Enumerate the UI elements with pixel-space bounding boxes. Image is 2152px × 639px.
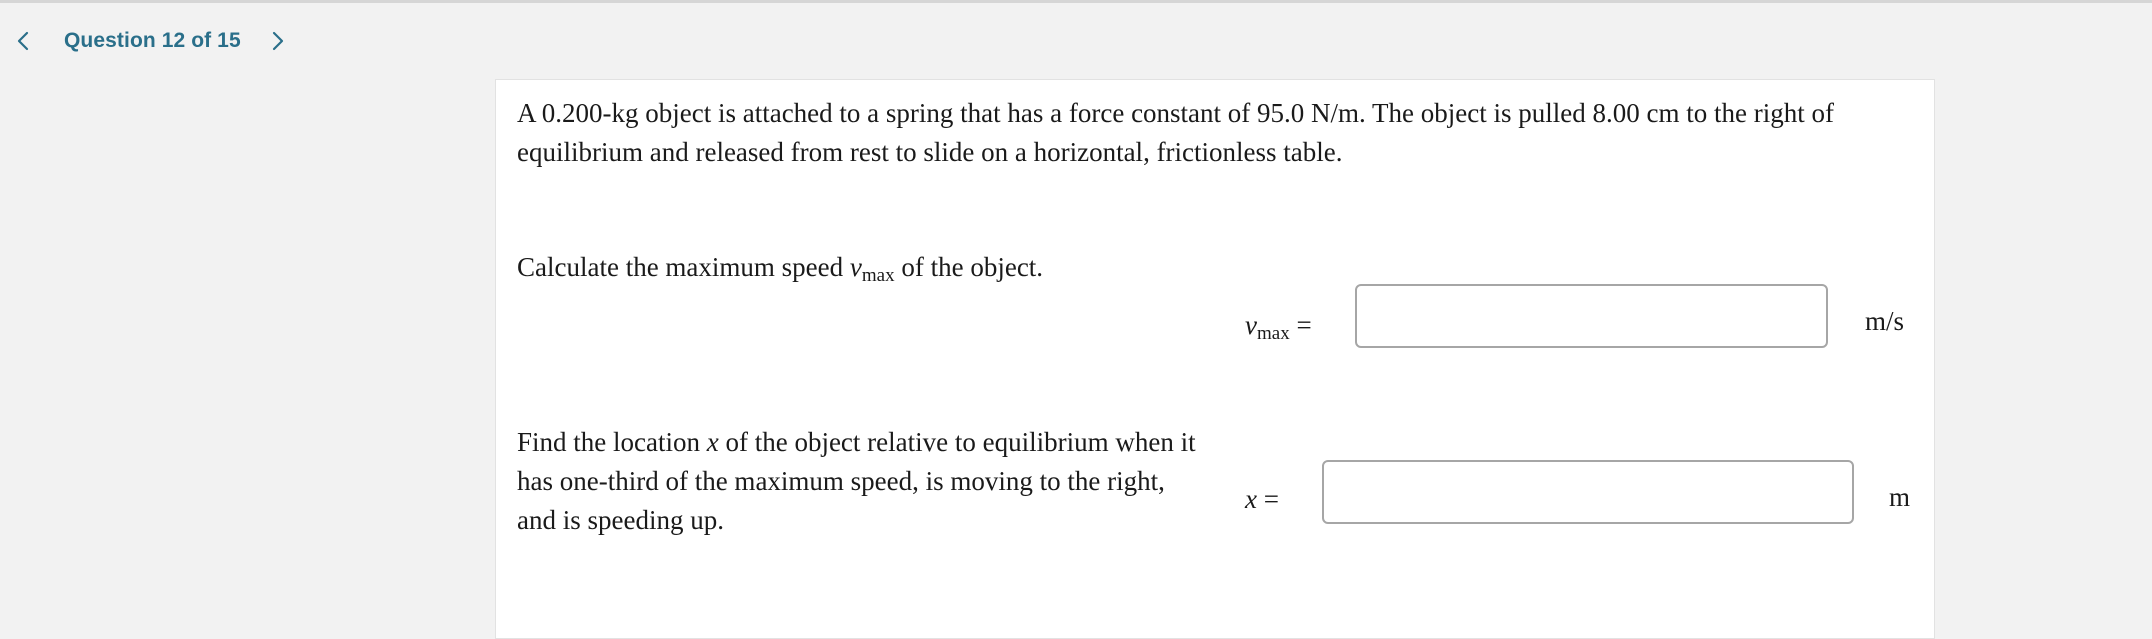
- chevron-right-icon: [272, 31, 284, 51]
- part1-equation-label: [1245, 306, 1312, 345]
- part2-prompt-var: x: [706, 427, 719, 457]
- part2-prompt: [517, 423, 1207, 540]
- part1-unit: m/s: [1865, 306, 1905, 336]
- part1-prompt-var: v: [849, 252, 862, 282]
- vmax-answer-input[interactable]: [1355, 284, 1828, 348]
- part2-prompt-start: Find the location: [517, 427, 707, 457]
- part1-prompt-var-sub: max: [861, 265, 895, 286]
- part2-unit: m: [1889, 482, 1911, 512]
- part1-prompt: [517, 248, 1237, 287]
- part1-eq-var: v: [1245, 310, 1257, 340]
- previous-question-button[interactable]: [12, 24, 34, 58]
- part1-prompt-end: of the object.: [894, 252, 1044, 282]
- part1-eq-var-sub: max: [1256, 323, 1290, 344]
- x-answer-input[interactable]: [1322, 460, 1854, 524]
- question-card: [495, 79, 1935, 639]
- top-divider: [0, 0, 2152, 3]
- part2-eq-var: x: [1245, 484, 1257, 514]
- question-navigator: [12, 24, 289, 58]
- part2-equation-label: [1245, 480, 1279, 519]
- part2-prompt-end: of the object relative to equilibrium when it has one-third of the maximum speed, is moving to the right, and is speeding up.: [517, 427, 1196, 535]
- question-counter[interactable]: Question 12 of 15: [64, 29, 241, 52]
- next-question-button[interactable]: [267, 24, 289, 58]
- part1-eq-sign: =: [1289, 310, 1312, 340]
- chevron-left-icon: [17, 31, 29, 51]
- part1-prompt-start: Calculate the maximum speed: [517, 252, 850, 282]
- part2-eq-sign: =: [1256, 484, 1279, 514]
- problem-statement: A 0.200-kg object is attached to a spring that has a force constant of 95.0 N/m. The object is pulled 8.00 cm to the right of equilibrium and released from rest to slide on a horizontal, frictionless table.: [517, 98, 1834, 167]
